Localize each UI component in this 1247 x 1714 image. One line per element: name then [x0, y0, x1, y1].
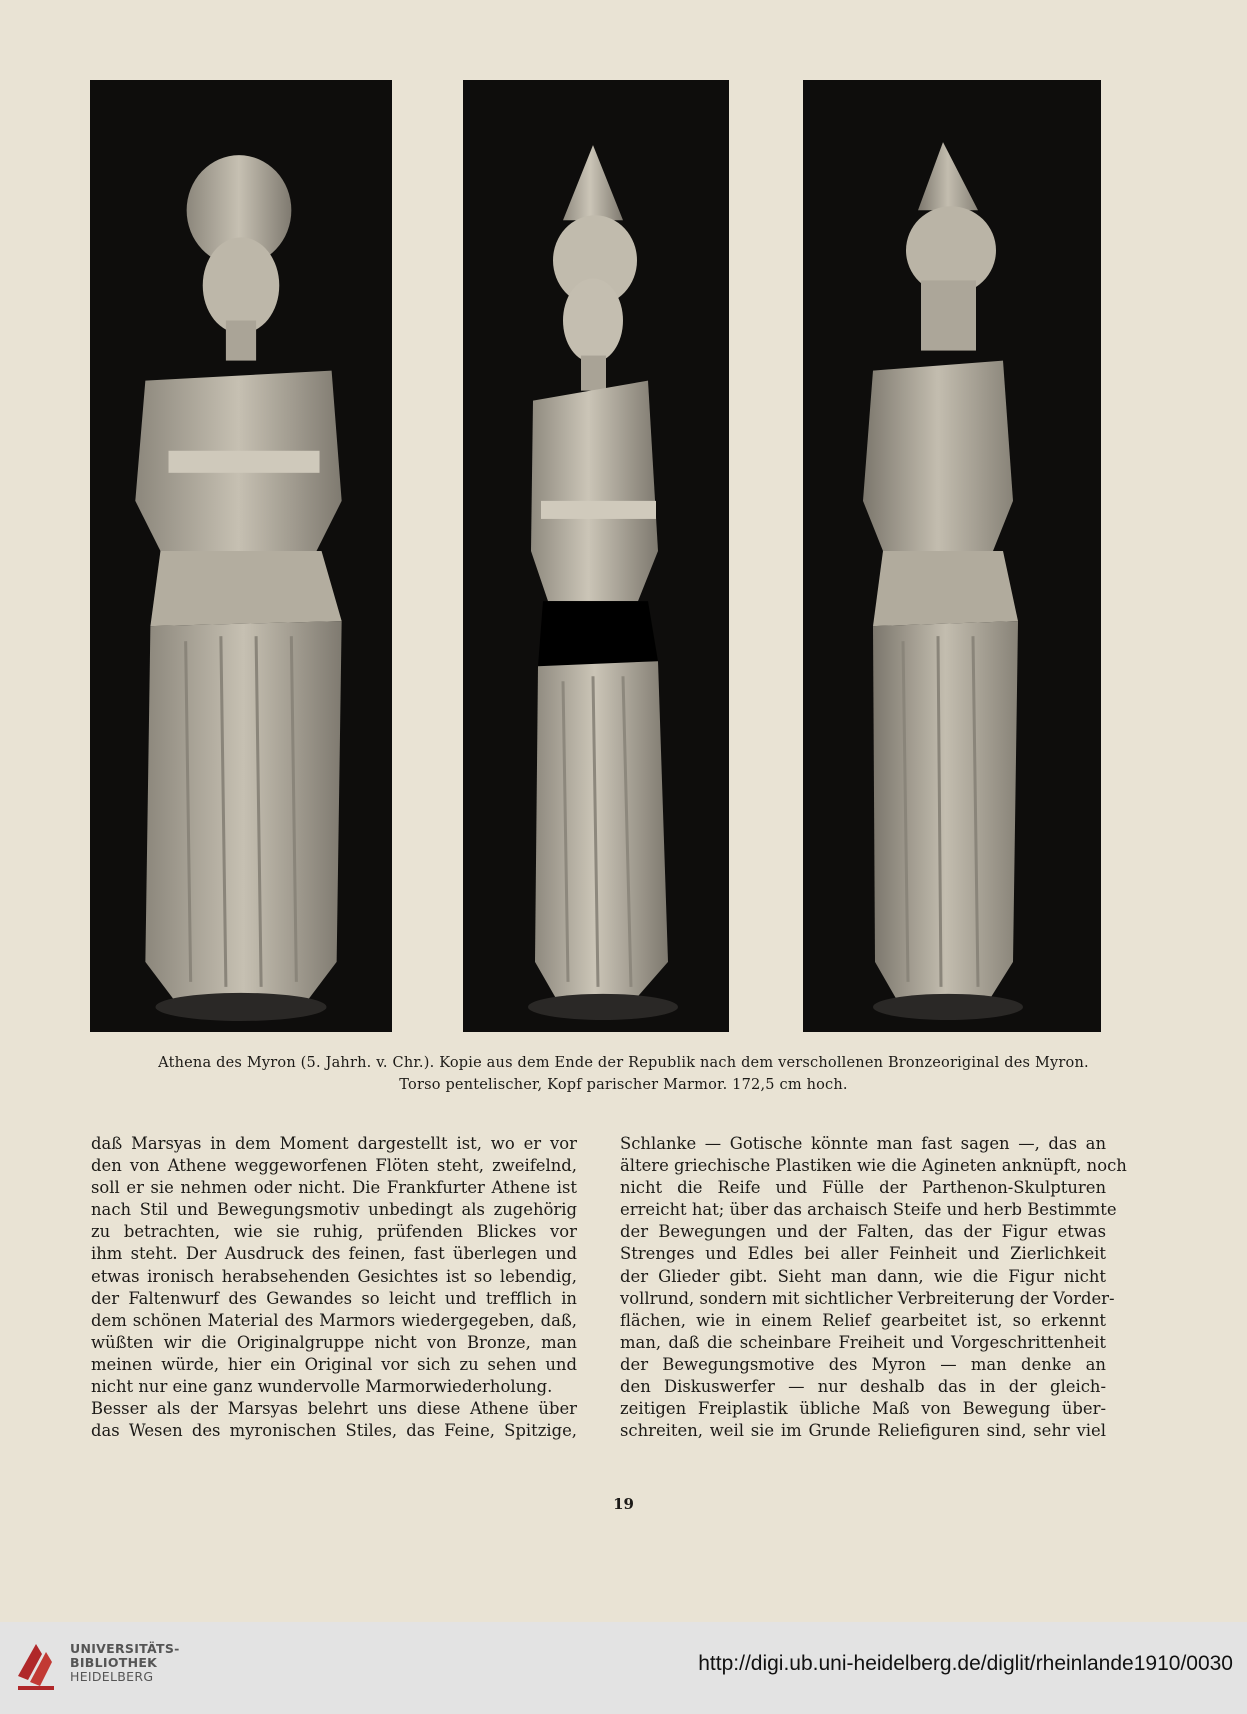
source-url-link[interactable]: http://digi.ub.uni-heidelberg.de/diglit/rheinlande1910/0030: [698, 1652, 1233, 1675]
text-line: Strenges und Edles bei aller Feinheit und Zierlichkeit: [620, 1244, 1106, 1264]
text-line: das Wesen des myronischen Stiles, das Feine, Spitzige,: [91, 1421, 577, 1441]
text-line: nicht nur eine ganz wundervolle Marmorwiederholung.: [91, 1377, 553, 1397]
text-line: vollrund, sondern mit sichtlicher Verbreiterung der Vorder-: [620, 1288, 1115, 1308]
text-column-left: [91, 1133, 577, 1442]
text-line: zeitigen Freiplastik übliche Maß von Bewegung über-: [620, 1399, 1106, 1419]
text-line: den von Athene weggeworfenen Flöten steht, zweifelnd,: [91, 1156, 577, 1176]
text-line: erreicht hat; über das archaisch Steife und herb Bestimmte: [620, 1200, 1117, 1220]
text-line: Besser als der Marsyas belehrt uns diese Athene über: [91, 1399, 577, 1419]
text-line: ältere griechische Plastiken wie die Agineten anknüpft, noch: [620, 1156, 1127, 1176]
text-line: der Faltenwurf des Gewandes so leicht und trefflich in: [91, 1288, 577, 1308]
text-line: ihm steht. Der Ausdruck des feinen, fast überlegen und: [91, 1244, 577, 1264]
library-name: UNIVERSITÄTS- BIBLIOTHEK HEIDELBERG: [70, 1641, 180, 1684]
figure-caption: [60, 1052, 1187, 1096]
text-line: dem schönen Material des Marmors wiedergegeben, daß,: [91, 1310, 577, 1330]
text-line: soll er sie nehmen oder nicht. Die Frankfurter Athene ist: [91, 1178, 577, 1198]
statue-photo-side: [803, 80, 1101, 1032]
statue-photo-front: [90, 80, 392, 1032]
text-line: schreiten, weil sie im Grunde Reliefiguren sind, sehr viel: [620, 1421, 1106, 1441]
caption-line-2: Torso pentelischer, Kopf parischer Marmor. 172,5 cm hoch.: [399, 1077, 848, 1093]
text-line: der Bewegungsmotive des Myron — man denke an: [620, 1354, 1106, 1374]
text-line: nicht die Reife und Fülle der Parthenon-Skulpturen: [620, 1178, 1106, 1198]
text-line: der Bewegungen und der Falten, das der Figur etwas: [620, 1222, 1106, 1242]
text-line: daß Marsyas in dem Moment dargestellt ist, wo er vor: [91, 1134, 577, 1153]
text-line: man, daß die scheinbare Freiheit und Vorgeschrittenheit: [620, 1332, 1106, 1352]
text-line: der Glieder gibt. Sieht man dann, wie die Figur nicht: [620, 1266, 1106, 1286]
text-line: Schlanke — Gotische könnte man fast sagen —, das an: [620, 1134, 1106, 1153]
text-column-right: [620, 1133, 1127, 1442]
library-logo-icon: [12, 1636, 62, 1694]
text-line: meinen würde, hier ein Original vor sich zu sehen und: [91, 1354, 577, 1374]
caption-line-1: Athena des Myron (5. Jahrh. v. Chr.). Kopie aus dem Ende der Republik nach dem verschollenen Bronzeoriginal des Myron.: [158, 1055, 1089, 1071]
text-line: flächen, wie in einem Relief gearbeitet ist, so erkennt: [620, 1310, 1106, 1330]
text-line: wüßten wir die Originalgruppe nicht von Bronze, man: [91, 1332, 577, 1352]
text-line: zu betrachten, wie sie ruhig, prüfenden Blickes vor: [91, 1222, 577, 1242]
statue-photo-three-quarter: [463, 80, 729, 1032]
page-number: 19: [613, 1495, 634, 1513]
text-line: etwas ironisch herabsehenden Gesichtes ist so lebendig,: [91, 1266, 577, 1286]
text-line: den Diskuswerfer — nur deshalb das in der gleich-: [620, 1377, 1106, 1397]
text-line: nach Stil und Bewegungsmotiv unbedingt als zugehörig: [91, 1200, 577, 1220]
digitization-footer: [0, 1622, 1247, 1714]
